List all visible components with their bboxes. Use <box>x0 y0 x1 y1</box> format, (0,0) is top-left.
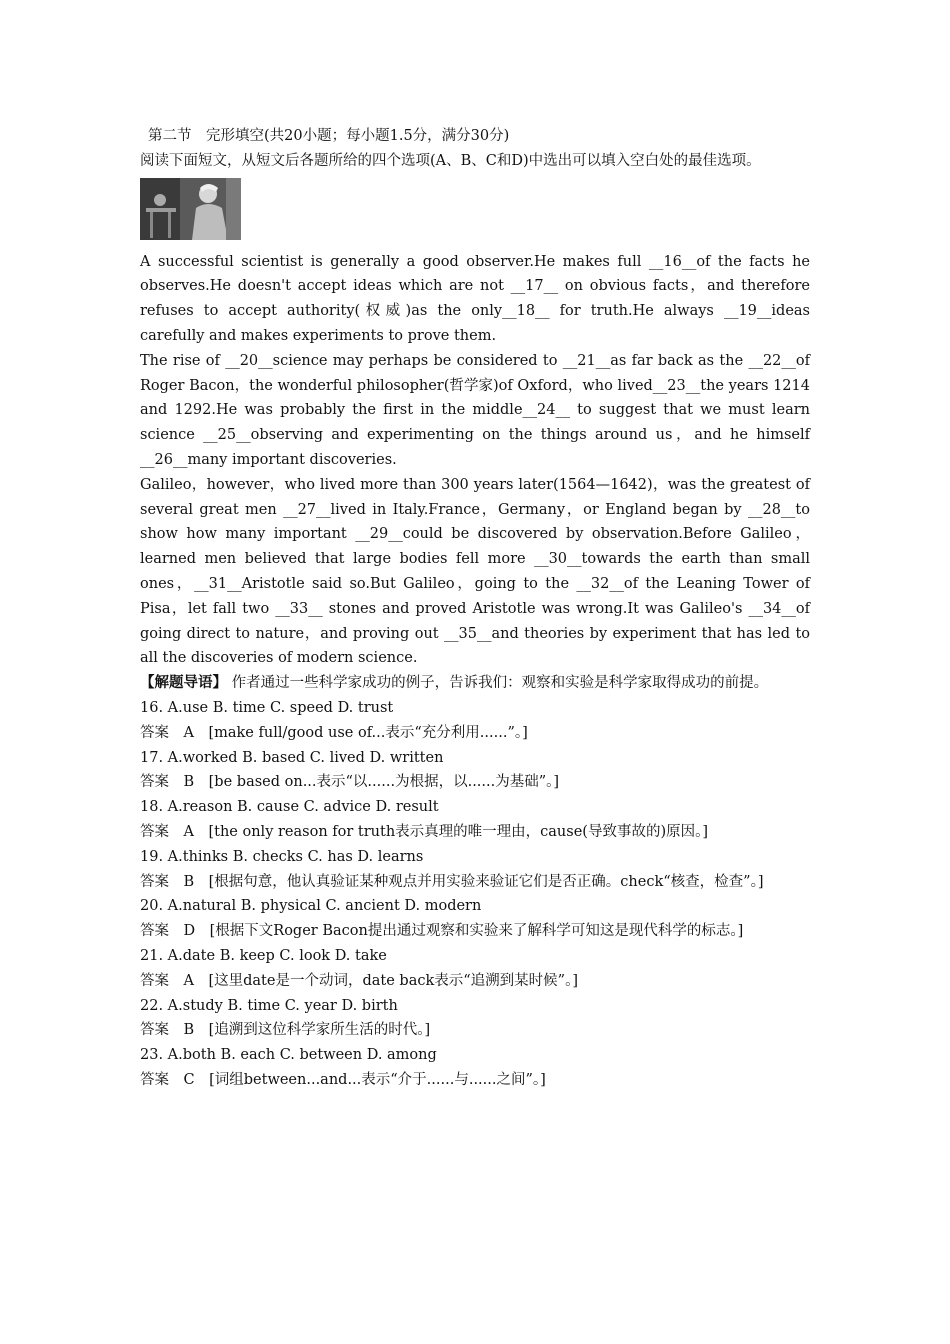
instructions: 阅读下面短文，从短文后各题所给的四个选项(A、B、C和D)中选出可以填入空白处的最佳选项。 <box>140 152 761 169</box>
question-options: 20. A.natural B. physical C. ancient D. modern <box>140 898 482 915</box>
question-options: 23. A.both B. each C. between D. among <box>140 1047 437 1064</box>
guide-label: 【解题导语】 <box>140 674 227 692</box>
question-options: 17. A.worked B. based C. lived D. written <box>140 749 444 766</box>
question-options: 19. A.thinks B. checks C. has D. learns <box>140 848 424 865</box>
question-answer: 答案 B [be based on...表示“以......为根据，以......为基础”。] <box>140 774 560 791</box>
question-answer: 答案 B [追溯到这位科学家所生活的时代。] <box>140 1022 431 1039</box>
passage-paragraph-2: The rise of __20__science may perhaps be considered to __21__as far back as the __22__of Roger Bacon，the wonderful philosopher(哲学家)of Oxford，who lived__23__the years 1214 and 1292.He was probably the first in the middle__24__ to suggest that we must learn science __25__observing and experimenting on the things around us，and he himself __26__many important discoveries. <box>140 352 810 468</box>
question-answer: 答案 C [词组between...and...表示“介于......与......之间”。] <box>140 1071 546 1088</box>
question-options: 21. A.date B. keep C. look D. take <box>140 947 387 964</box>
passage-paragraph-1: A successful scientist is generally a good observer.He makes full __16__of the facts he observes.He doesn't accept ideas which are not __17__ on obvious facts，and therefore refuses to accept authority(权威)as the only__18__ for truth.He always __19__ideas carefully and makes experiments to prove them. <box>140 253 810 344</box>
question-answer: 答案 A [make full/good use of...表示“充分利用......”。] <box>140 724 528 741</box>
section-title: 第二节 完形填空(共20小题；每小题1.5分，满分30分) <box>148 128 510 144</box>
question-options: 16. A.use B. time C. speed D. trust <box>140 699 394 716</box>
question-answer: 答案 B [根据句意，他认真验证某种观点并用实验来验证它们是否正确。check“核查，检查”。] <box>140 873 764 890</box>
passage-paragraph-3: Galileo，however，who lived more than 300 years later(1564—1642)，was the greatest of several great men __27__lived in Italy.France，Germany，or England began by __28__to show how many important __29__could be discovered by observation.Before Galileo，learned men believed that large bodies fell more __30__towards the earth than small ones，__31__Aristotle said so.But Galileo，going to the __32__of the Leaning Tower of Pisa，let fall two __33__ stones and proved Aristotle was wrong.It was Galileo's __34__of going direct to nature，and proving out __35__and theories by experiment that has led to all the discoveries of modern science. <box>140 476 810 667</box>
question-answer: 答案 D [根据下文Roger Bacon提出通过观察和实验来了解科学可知这是现代科学的标志。] <box>140 923 744 940</box>
scientist-photo <box>140 178 241 240</box>
question-answer: 答案 A [the only reason for truth表示真理的唯一理由，cause(导致事故的)原因。] <box>140 823 709 840</box>
guide <box>140 671 810 696</box>
question-answer: 答案 A [这里date是一个动词，date back表示“追溯到某时候”。] <box>140 972 578 989</box>
document-page <box>140 124 810 1093</box>
guide-text: 作者通过一些科学家成功的例子，告诉我们：观察和实验是科学家取得成功的前提。 <box>227 675 769 692</box>
question-options: 22. A.study B. time C. year D. birth <box>140 997 398 1014</box>
scientist-image <box>140 178 241 240</box>
question-options: 18. A.reason B. cause C. advice D. result <box>140 799 439 816</box>
